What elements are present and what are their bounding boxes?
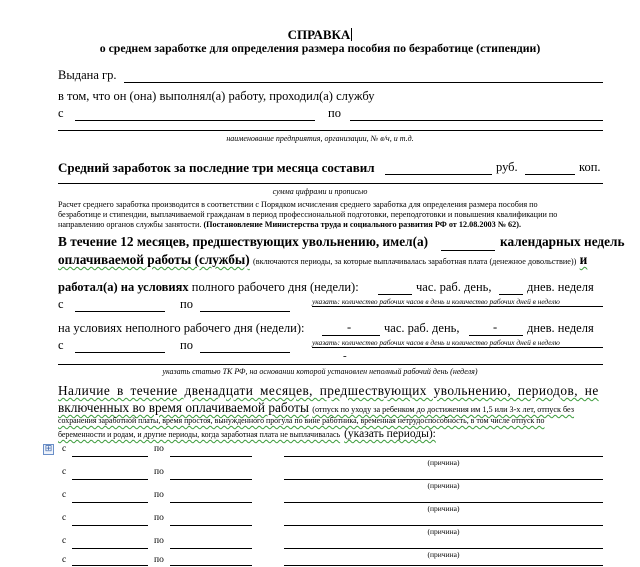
row-from-field[interactable] — [72, 525, 148, 526]
row-from-field[interactable] — [72, 479, 148, 480]
row-to-label: по — [154, 513, 164, 523]
row-reason-field[interactable] — [284, 548, 603, 549]
row-reason-field[interactable] — [284, 525, 603, 526]
full-hours-label: час. раб. день, — [416, 280, 492, 294]
row-reason-field[interactable] — [284, 479, 603, 480]
absence-2b: (отпуск по уходу за ребенком до достижения им 1,5 или 3-х лет, отпуск без — [312, 405, 575, 414]
row-from-label: с — [62, 467, 67, 477]
row-reason-caption: (причина) — [427, 550, 460, 559]
avg-earnings-label: Средний заработок за последние три месяца составил — [58, 160, 375, 175]
absence-4a: беременности и родам, и другие периоды, когда заработная плата не выплачивалась — [58, 430, 341, 439]
part-days-label: днев. неделя — [527, 321, 594, 335]
within-line-2 — [58, 252, 587, 268]
within-2a: оплачиваемой работы (службы) — [58, 252, 250, 267]
part-hours-dash: - — [347, 320, 352, 334]
calc-note-3a: направлению органов службы занятости. — [58, 220, 202, 229]
full-to-label: по — [180, 297, 193, 311]
row-from-field[interactable] — [72, 548, 148, 549]
row-reason-caption: (причина) — [427, 481, 460, 490]
part-from-label: с — [58, 338, 64, 352]
calc-note-line-3 — [58, 220, 521, 230]
to-date-field[interactable] — [350, 120, 603, 121]
part-from-field[interactable] — [75, 352, 165, 353]
organization-caption: наименование предприятия, организации, № в/ч, и т.д. — [226, 134, 414, 143]
from-label: с — [58, 106, 64, 120]
calc-note-3b: (Постановление Министерства труда и социального развития РФ от 12.08.2003 № 62). — [203, 220, 522, 229]
row-from-field[interactable] — [72, 456, 148, 457]
move-handle-glyph: ⊞ — [44, 444, 53, 454]
part-days-field[interactable] — [469, 335, 523, 336]
part-caption: указать: количество рабочих часов в день и количество рабочих дней в неделю — [312, 338, 560, 347]
within-2c: и — [579, 252, 588, 267]
absence-4b: (указать периоды): — [344, 428, 436, 440]
row-from-label: с — [62, 536, 67, 546]
part-hours-field[interactable] — [322, 335, 380, 336]
row-to-field[interactable] — [170, 502, 252, 503]
part-days-dash: - — [493, 320, 498, 334]
issued-to-label: Выдана гр. — [58, 68, 117, 82]
tk-caption: указать статью ТК РФ, на основании которой установлен неполный рабочий день (неделя) — [162, 367, 478, 376]
rub-field[interactable] — [525, 174, 575, 175]
row-reason-caption: (причина) — [427, 458, 460, 467]
full-days-field[interactable] — [499, 294, 523, 295]
absence-line-2 — [58, 400, 574, 416]
worked-a: работал(а) на условиях — [58, 280, 189, 294]
row-from-field[interactable] — [72, 502, 148, 503]
full-hours-field[interactable] — [378, 294, 412, 295]
organization-field[interactable] — [58, 130, 603, 131]
within-2b: (включаются периоды, за которые выплачивалась заработная плата (денежное довольствие)) — [253, 257, 577, 266]
full-from-field[interactable] — [75, 311, 165, 312]
row-from-label: с — [62, 444, 67, 454]
issued-to-field[interactable] — [124, 82, 603, 83]
row-to-label: по — [154, 467, 164, 477]
row-reason-caption: (причина) — [427, 527, 460, 536]
from-date-field[interactable] — [75, 120, 315, 121]
part-to-field[interactable] — [200, 352, 290, 353]
title-text: СПРАВКА — [287, 27, 351, 42]
row-reason-field[interactable] — [284, 565, 603, 566]
absence-line-4 — [58, 424, 436, 442]
full-to-field[interactable] — [200, 311, 290, 312]
full-caption: указать: количество рабочих часов в день и количество рабочих дней в неделю — [312, 297, 560, 306]
rub-label: руб. — [496, 160, 518, 174]
part-caption-underline — [312, 347, 603, 348]
document-subtitle: о среднем заработке для определения размера пособия по безработице (стипендии) — [99, 41, 541, 55]
row-to-label: по — [154, 444, 164, 454]
row-from-field[interactable] — [72, 565, 148, 566]
full-caption-underline — [312, 306, 603, 307]
full-from-label: с — [58, 297, 64, 311]
absence-line-3: сохранения заработной платы, время простоя, вынужденного прогула по вине работника, временная нетрудоспособность, в том числе отпуск по — [58, 416, 545, 425]
row-reason-field[interactable] — [284, 456, 603, 457]
within-1a: В течение 12 месяцев, предшествующих увольнению, имел(а) — [58, 234, 429, 249]
calc-note-line-2: безработице и стипендии, выплачиваемой гражданам в период профессиональной подготовки, переподготовки и повышения квалификации по — [58, 210, 558, 219]
text-cursor — [351, 28, 352, 41]
absence-2a: включенных во время оплачиваемой работы — [58, 400, 309, 415]
avg-earnings-amount-field[interactable] — [385, 174, 492, 175]
row-reason-caption: (причина) — [427, 504, 460, 513]
weeks-count-field[interactable] — [441, 250, 495, 251]
row-reason-field[interactable] — [284, 502, 603, 503]
tk-article-field[interactable] — [58, 364, 603, 365]
part-hours-label: час. раб. день, — [384, 321, 460, 335]
to-label: по — [328, 106, 341, 120]
row-from-label: с — [62, 490, 67, 500]
row-to-field[interactable] — [170, 548, 252, 549]
row-to-label: по — [154, 536, 164, 546]
row-to-field[interactable] — [170, 565, 252, 566]
kop-label: коп. — [579, 160, 601, 174]
tk-dash: - — [343, 350, 347, 362]
worked-line — [58, 280, 359, 295]
part-to-label: по — [180, 338, 193, 352]
row-from-label: с — [62, 513, 67, 523]
row-to-label: по — [154, 490, 164, 500]
work-text: в том, что он (она) выполнял(а) работу, проходил(а) службу — [58, 89, 375, 103]
row-from-label: с — [62, 555, 67, 565]
row-to-field[interactable] — [170, 456, 252, 457]
within-line-1 — [58, 234, 428, 250]
row-to-field[interactable] — [170, 525, 252, 526]
full-days-label: днев. неделя — [527, 280, 594, 294]
table-move-handle-icon[interactable] — [43, 444, 54, 455]
sum-words-field[interactable] — [58, 183, 603, 184]
row-to-label: по — [154, 555, 164, 565]
row-to-field[interactable] — [170, 479, 252, 480]
worked-b: полного рабочего дня (недели): — [191, 280, 359, 294]
within-1b: календарных недель — [500, 234, 625, 249]
part-line: на условиях неполного рабочего дня (недели): — [58, 321, 305, 335]
calc-note-line-1: Расчет среднего заработка производится в соответствии с Порядком исчисления среднего заработка для определения размера пособия по — [58, 200, 538, 209]
absence-line-1: Наличие в течение двенадцати месяцев, предшествующих увольнению, периодов, не — [58, 383, 599, 398]
sum-caption: сумма цифрами и прописью — [272, 187, 368, 196]
